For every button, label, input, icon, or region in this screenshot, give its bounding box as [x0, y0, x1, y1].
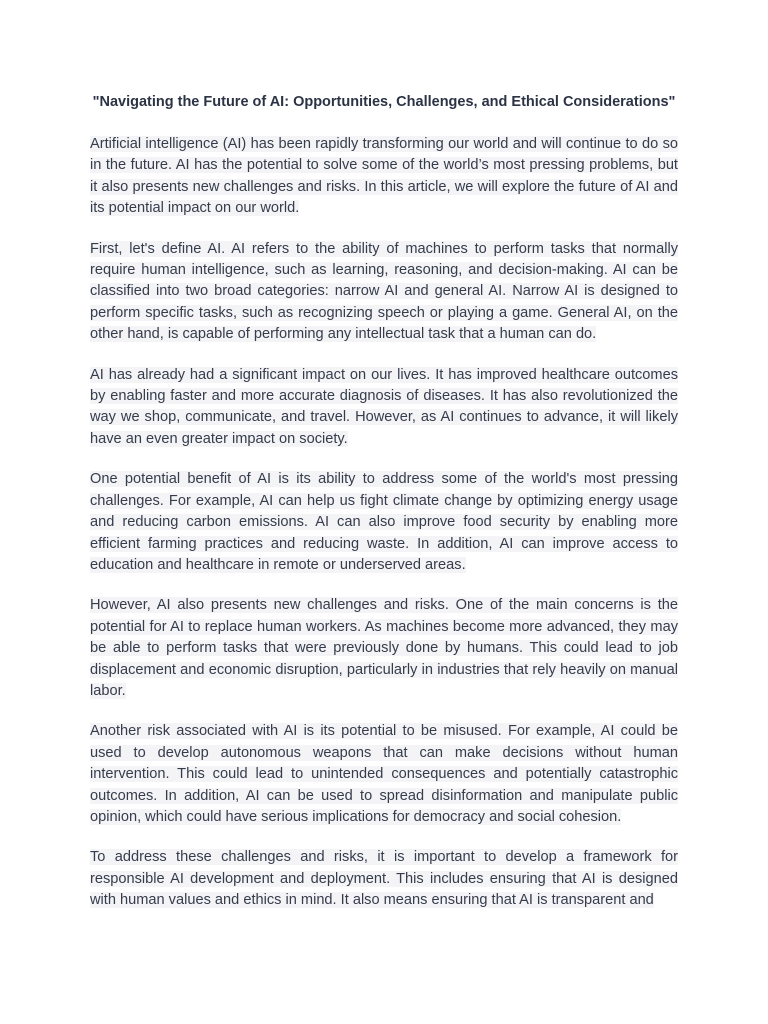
paragraph-benefits — [90, 469, 678, 576]
paragraph-framework — [90, 847, 678, 911]
paragraph-intro — [90, 134, 678, 220]
paragraph-benefits-text: One potential benefit of AI is its ability to address some of the world's most pressing challenges. For example, AI can help us fight climate change by optimizing energy usage and reducing carbon emissions. AI can also improve food security by enabling more efficient farming practices and reducing waste. In addition, AI can improve access to education and healthcare in remote or underserved areas. — [90, 471, 678, 573]
paragraph-misuse — [90, 721, 678, 828]
paragraph-challenges-text: However, AI also presents new challenges and risks. One of the main concerns is the potential for AI to replace human workers. As machines become more advanced, they may be able to perform tasks that were previously done by humans. This could lead to job displacement and economic disruption, particularly in industries that rely heavily on manual labor. — [90, 597, 678, 699]
paragraph-impact — [90, 365, 678, 451]
paragraph-definition — [90, 239, 678, 346]
paragraph-challenges — [90, 595, 678, 702]
paragraph-intro-text: Artificial intelligence (AI) has been rapidly transforming our world and will continue to do so in the future. AI has the potential to solve some of the world’s most pressing problems, but it also presents new challenges and risks. In this article, we will explore the future of AI and its potential impact on our world. — [90, 136, 678, 217]
document-body — [90, 134, 678, 916]
document-title: "Navigating the Future of AI: Opportunities, Challenges, and Ethical Considerations" — [92, 94, 676, 110]
paragraph-definition-text: First, let's define AI. AI refers to the ability of machines to perform tasks that normally require human intelligence, such as learning, reasoning, and decision-making. AI can be classified into two broad categories: narrow AI and general AI. Narrow AI is designed to perform specific tasks, such as recognizing speech or playing a game. General AI, on the other hand, is capable of performing any intellectual task that a human can do. — [90, 240, 678, 343]
paragraph-impact-text: AI has already had a significant impact on our lives. It has improved healthcare outcomes by enabling faster and more accurate diagnosis of diseases. It has also revolutionized the way we shop, communicate, and travel. However, as AI continues to advance, it will likely have an even greater impact on society. — [90, 366, 678, 447]
paragraph-misuse-text: Another risk associated with AI is its potential to be misused. For example, AI could be used to develop autonomous weapons that can make decisions without human intervention. This could lead to unintended consequences and potentially catastrophic outcomes. In addition, AI can be used to spread disinformation and manipulate public opinion, which could have serious implications for democracy and social cohesion. — [90, 723, 678, 825]
paragraph-framework-text: To address these challenges and risks, it is important to develop a framework for responsible AI development and deployment. This includes ensuring that AI is designed with human values and ethics in mind. It also means ensuring that AI is transparent and — [90, 849, 678, 909]
